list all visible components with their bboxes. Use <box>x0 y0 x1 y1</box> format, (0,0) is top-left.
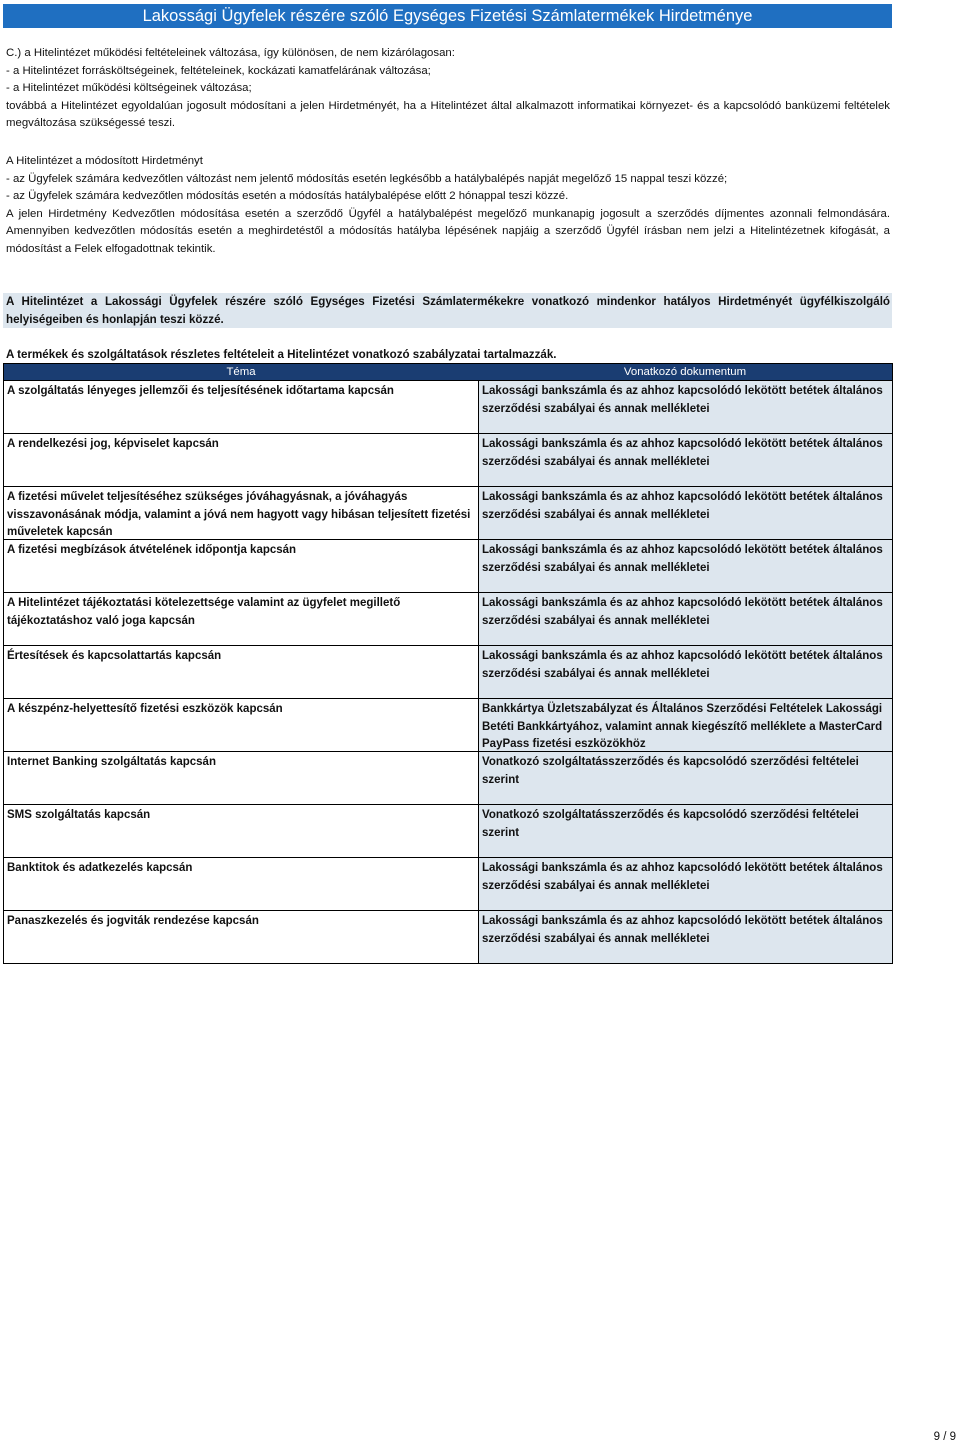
row-topic: A fizetési megbízások átvételének időpontja kapcsán <box>7 544 297 556</box>
table-row <box>4 539 892 592</box>
table-row <box>4 857 892 910</box>
section-c-item: - a Hitelintézet forrásköltségeinek, feltételeinek, kockázati kamatfelárának változása; <box>6 64 431 77</box>
table-row <box>4 645 892 698</box>
table-row <box>4 751 892 804</box>
row-document: Lakossági bankszámla és az ahhoz kapcsolódó lekötött betétek általános szerződési szabályai és annak mellékletei <box>478 593 892 645</box>
table-row <box>4 698 892 751</box>
document-title: Lakossági Ügyfelek részére szóló Egységes Fizetési Számlatermékek Hirdetménye <box>3 4 892 28</box>
header-document: Vonatkozó dokumentum <box>623 366 747 378</box>
section-c-heading: C.) a Hitelintézet működési feltételeinek változása, így különösen, de nem kizárólagosan: <box>6 47 455 59</box>
row-topic: SMS szolgáltatás kapcsán <box>7 809 151 821</box>
row-document: Lakossági bankszámla és az ahhoz kapcsolódó lekötött betétek általános szerződési szabályai és annak mellékletei <box>478 858 892 910</box>
documents-table <box>3 363 893 964</box>
table-row <box>4 592 892 645</box>
row-document: Lakossági bankszámla és az ahhoz kapcsolódó lekötött betétek általános szerződési szabályai és annak mellékletei <box>478 911 892 963</box>
section-c <box>6 45 890 133</box>
row-topic: Értesítések és kapcsolattartás kapcsán <box>7 650 222 662</box>
page-number: 9 / 9 <box>933 1431 956 1443</box>
table-row <box>4 910 892 963</box>
table-row <box>4 486 892 539</box>
header-topic: Téma <box>226 366 256 378</box>
publication-intro: A Hitelintézet a módosított Hirdetményt <box>6 155 203 167</box>
highlight-text: A Hitelintézet a Lakossági Ügyfelek részére szóló Egységes Fizetési Számlatermékekre vonatkozó mindenkor hatályos Hirdetményét ügyfélkiszolgáló helyiségeiben és honlapján teszi közzé. <box>6 295 890 326</box>
publication-item: - az Ügyfelek számára kedvezőtlen változást nem jelentő módosítás esetén legkésőbb a hatálybalépés napját megelőző 15 nappal teszi közzé; <box>6 172 728 185</box>
row-document: Lakossági bankszámla és az ahhoz kapcsolódó lekötött betétek általános szerződési szabályai és annak mellékletei <box>478 381 892 433</box>
row-document: Vonatkozó szolgáltatásszerződés és kapcsolódó szerződési feltételei szerint <box>478 752 892 804</box>
table-row <box>4 804 892 857</box>
publication-item: - az Ügyfelek számára kedvezőtlen módosítás esetén a módosítás hatálybalépése előtt 2 hónappal teszi közzé. <box>6 190 569 203</box>
row-topic: A szolgáltatás lényeges jellemzői és teljesítésének időtartama kapcsán <box>7 385 394 397</box>
section-c-continuation: továbbá a Hitelintézet egyoldalúan jogosult módosítani a jelen Hirdetményét, ha a Hitelintézet által alkalmazott informatikai környezet- és a kapcsolódó banküzemi feltételek megváltozása szükségessé teszi. <box>6 99 890 130</box>
row-topic: Banktitok és adatkezelés kapcsán <box>7 862 193 874</box>
section-c-item: - a Hitelintézet működési költségeinek változása; <box>6 82 252 95</box>
table-header <box>4 364 892 380</box>
row-topic: A fizetési művelet teljesítéséhez szükséges jóváhagyásnak, a jóváhagyás visszavonásának módja, valamint a jóvá nem hagyott vagy hibásan teljesített fizetési műveletek kapcsán <box>7 491 471 539</box>
row-topic: A rendelkezési jog, képviselet kapcsán <box>7 438 219 450</box>
row-document: Bankkártya Üzletszabályzat és Általános Szerződési Feltételek Lakossági Betéti Bankkártyához, valamint annak kiegészítő melléklete a MasterCard PayPass fizetési eszközökhöz <box>478 699 892 751</box>
row-topic: Panaszkezelés és jogviták rendezése kapcsán <box>7 915 259 927</box>
row-document: Lakossági bankszámla és az ahhoz kapcsolódó lekötött betétek általános szerződési szabályai és annak mellékletei <box>478 540 892 592</box>
table-row <box>4 433 892 486</box>
row-topic: A készpénz-helyettesítő fizetési eszközök kapcsán <box>7 703 283 715</box>
row-topic: A Hitelintézet tájékoztatási kötelezettsége valamint az ügyfelet megillető tájékoztatáshoz való joga kapcsán <box>7 597 401 627</box>
row-document: Vonatkozó szolgáltatásszerződés és kapcsolódó szerződési feltételei szerint <box>478 805 892 857</box>
row-document: Lakossági bankszámla és az ahhoz kapcsolódó lekötött betétek általános szerződési szabályai és annak mellékletei <box>478 487 892 539</box>
publication-section <box>6 153 890 259</box>
row-document: Lakossági bankszámla és az ahhoz kapcsolódó lekötött betétek általános szerződési szabályai és annak mellékletei <box>478 646 892 698</box>
row-document: Lakossági bankszámla és az ahhoz kapcsolódó lekötött betétek általános szerződési szabályai és annak mellékletei <box>478 434 892 486</box>
products-note: A termékek és szolgáltatások részletes feltételeit a Hitelintézet vonatkozó szabályzatai tartalmazzák. <box>6 348 557 361</box>
termination-clause: A jelen Hirdetmény Kedvezőtlen módosítása esetén a szerződő Ügyfél a hatálybalépést megelőző munkanapig jogosult a szerződés díjmentes azonnali felmondására. Amennyiben kedvezőtlen módosítás esetén a meghirdetéstől a módosítás hatályba lépésének napjáig a szerződő Ügyfél írásban nem jelzi a Hitelintézetnek kifogását, a módosítást a Felek elfogadottnak tekintik. <box>6 207 890 255</box>
table-row <box>4 380 892 433</box>
row-topic: Internet Banking szolgáltatás kapcsán <box>7 756 216 768</box>
